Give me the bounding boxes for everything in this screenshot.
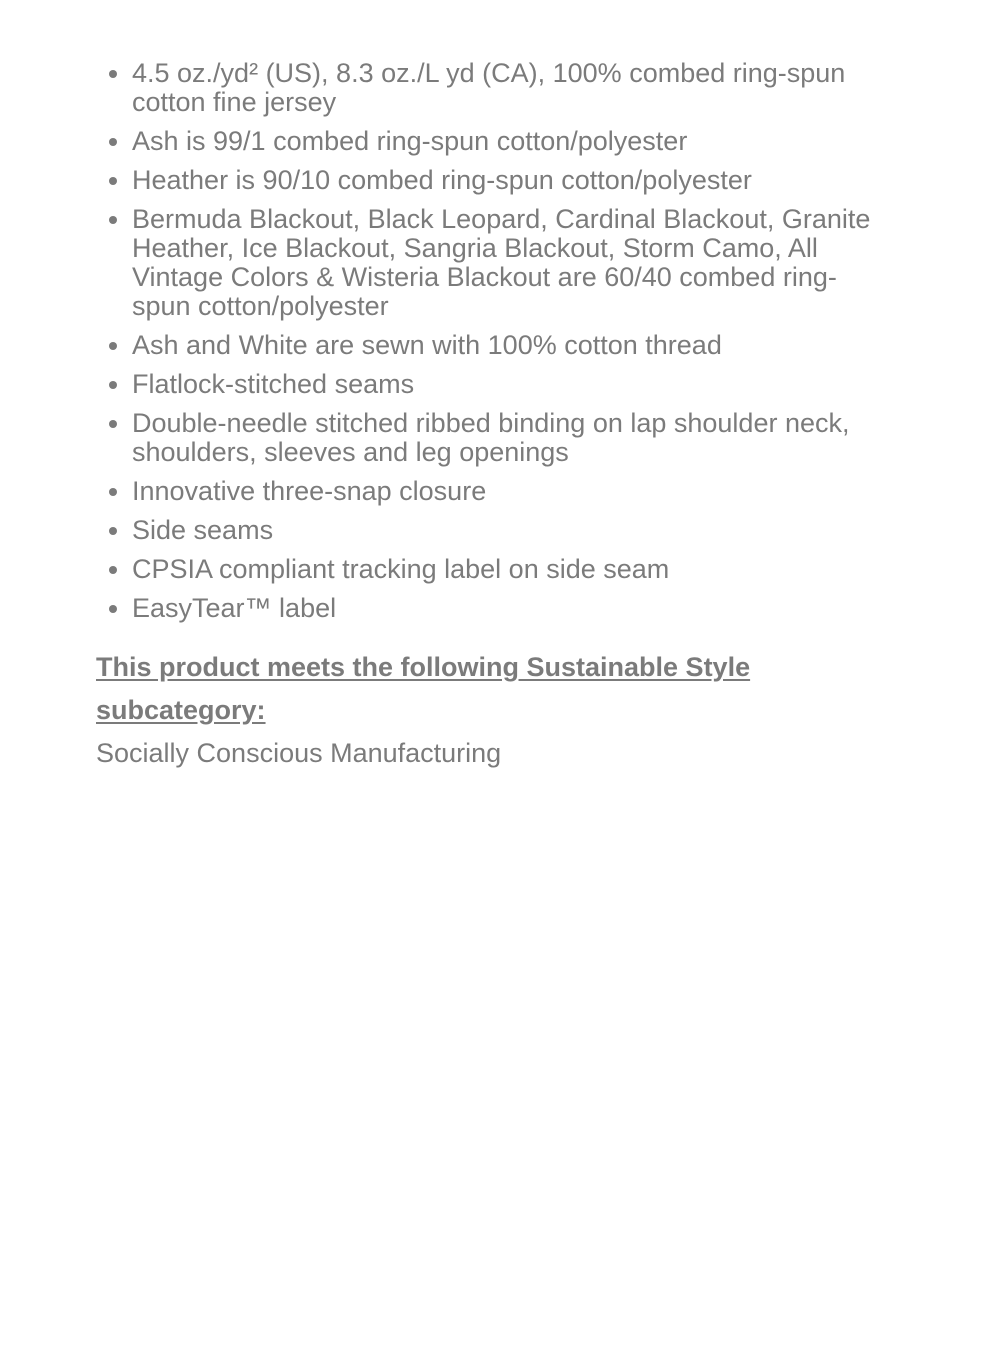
feature-text: Ash and White are sewn with 100% cotton thread	[132, 330, 722, 360]
feature-text: Innovative three-snap closure	[132, 476, 487, 506]
list-item	[96, 370, 876, 399]
bullet-icon	[109, 70, 117, 78]
feature-text: EasyTear™ label	[132, 593, 337, 623]
product-description	[96, 59, 876, 775]
list-item	[96, 409, 876, 467]
feature-text: Ash is 99/1 combed ring-spun cotton/polyester	[132, 126, 688, 156]
bullet-icon	[109, 342, 117, 350]
list-item	[96, 331, 876, 360]
bullet-icon	[109, 488, 117, 496]
bullet-icon	[109, 177, 117, 185]
list-item	[96, 205, 876, 321]
feature-text: Bermuda Blackout, Black Leopard, Cardinal Blackout, Granite Heather, Ice Blackout, Sangria Blackout, Storm Camo, All Vintage Colors & Wisteria Blackout are 60/40 combed ring-spun cotton/polyester	[132, 204, 871, 321]
feature-list	[96, 59, 876, 623]
bullet-icon	[109, 216, 117, 224]
list-item	[96, 59, 876, 117]
list-item	[96, 594, 876, 623]
bullet-icon	[109, 381, 117, 389]
feature-text: 4.5 oz./yd² (US), 8.3 oz./L yd (CA), 100% combed ring-spun cotton fine jersey	[132, 58, 846, 117]
list-item	[96, 127, 876, 156]
list-item	[96, 166, 876, 195]
sustainability-subcategory: Socially Conscious Manufacturing	[96, 738, 502, 768]
bullet-icon	[109, 420, 117, 428]
bullet-icon	[109, 527, 117, 535]
bullet-icon	[109, 605, 117, 613]
feature-text: Heather is 90/10 combed ring-spun cotton/polyester	[132, 165, 752, 195]
list-item	[96, 516, 876, 545]
bullet-icon	[109, 138, 117, 146]
feature-text: Flatlock-stitched seams	[132, 369, 415, 399]
list-item	[96, 555, 876, 584]
bullet-icon	[109, 566, 117, 574]
feature-text: Side seams	[132, 515, 274, 545]
list-item	[96, 477, 876, 506]
feature-text: Double-needle stitched ribbed binding on lap shoulder neck, shoulders, sleeves and leg openings	[132, 408, 850, 467]
feature-text: CPSIA compliant tracking label on side seam	[132, 554, 670, 584]
sustainability-heading: This product meets the following Sustainable Style subcategory:	[96, 652, 751, 725]
